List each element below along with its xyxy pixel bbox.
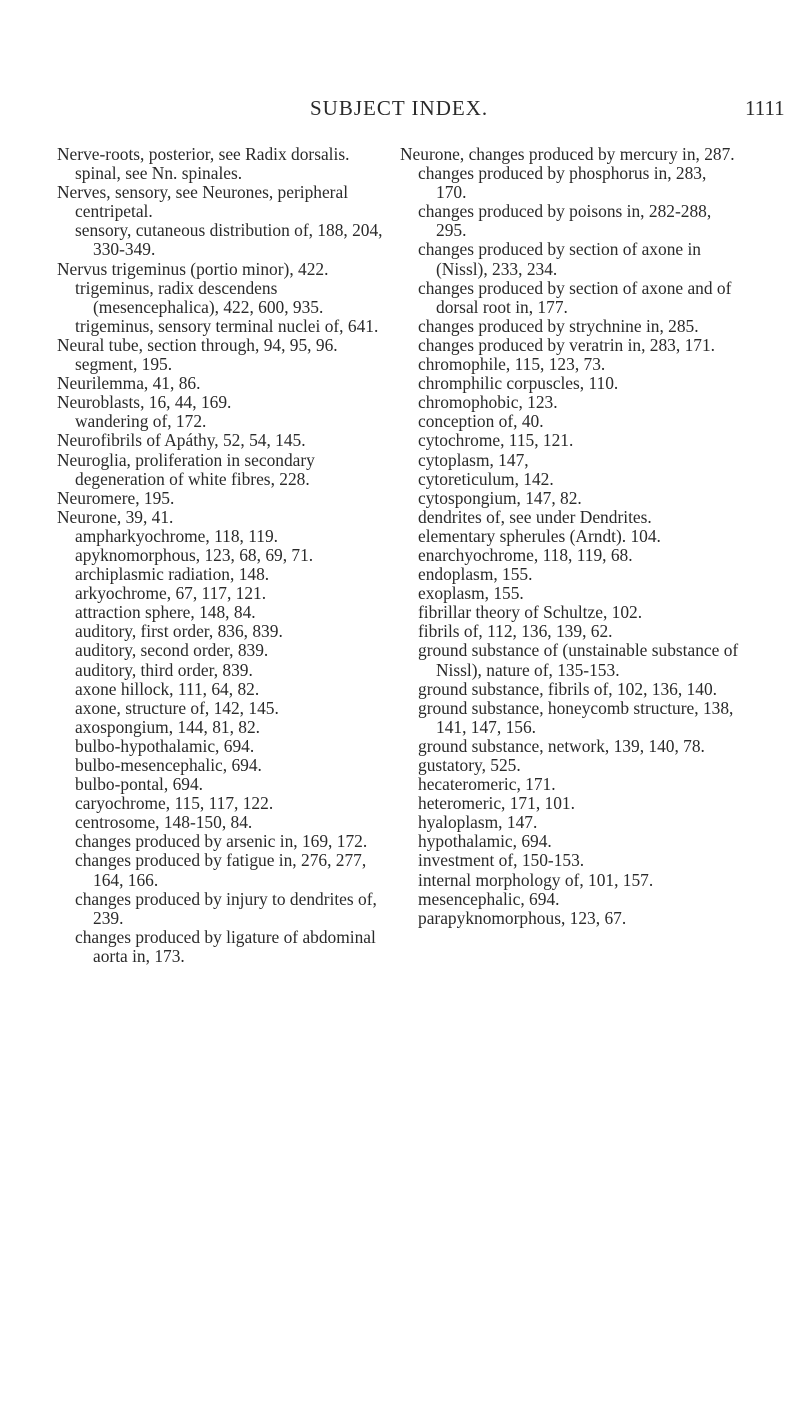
index-subentry: bulbo-pontal, 694. bbox=[75, 774, 204, 795]
index-subentry: changes produced by phosphorus in, 283, 170. bbox=[418, 163, 707, 203]
index-subentry: parapyknomorphous, 123, 67. bbox=[418, 907, 627, 928]
index-subentry: spinal, see Nn. spinales. bbox=[75, 163, 243, 184]
index-subentry: archiplasmic radiation, 148. bbox=[75, 564, 270, 585]
index-subentry: fibrils of, 112, 136, 139, 62. bbox=[418, 621, 613, 642]
index-subentry: auditory, third order, 839. bbox=[75, 659, 253, 680]
index-subentry: axone hillock, 111, 64, 82. bbox=[75, 678, 260, 699]
index-subentry: changes produced by section of axone and of dorsal root in, 177. bbox=[418, 277, 732, 317]
index-subentry: attraction sphere, 148, 84. bbox=[75, 602, 256, 623]
index-entry: Neuroblasts, 16, 44, 169. bbox=[57, 392, 232, 413]
index-subentry: bulbo-hypothalamic, 694. bbox=[75, 735, 255, 756]
index-subentry: elementary spherules (Arndt). 104. bbox=[418, 525, 661, 546]
index-subentry: changes produced by strychnine in, 285. bbox=[418, 315, 699, 336]
index-subentry: ground substance, honeycomb structure, 138, 141, 147, 156. bbox=[418, 697, 734, 737]
index-subentry: centrosome, 148-150, 84. bbox=[75, 812, 253, 833]
index-subentry: mesencephalic, 694. bbox=[418, 888, 560, 909]
index-subentry: changes produced by ligature of abdominal aorta in, 173. bbox=[75, 926, 376, 966]
index-entry: Neurofibrils of Apáthy, 52, 54, 145. bbox=[57, 430, 306, 451]
index-entry: Neurone, changes produced by mercury in, 287. bbox=[400, 144, 735, 164]
index-subentry: endoplasm, 155. bbox=[418, 564, 533, 585]
page-header bbox=[0, 96, 800, 126]
index-subentry: chromophobic, 123. bbox=[418, 392, 558, 413]
index-subentry: chromophile, 115, 123, 73. bbox=[418, 354, 606, 375]
index-subentry: axospongium, 144, 81, 82. bbox=[75, 716, 261, 737]
index-subentry: changes produced by section of axone in (Nissl), 233, 234. bbox=[418, 239, 701, 279]
index-entry: Nervus trigeminus (portio minor), 422. bbox=[57, 258, 329, 279]
index-subentry: auditory, second order, 839. bbox=[75, 640, 269, 661]
index-subentry: cytospongium, 147, 82. bbox=[418, 487, 582, 508]
index-subentry: trigeminus, sensory terminal nuclei of, 641. bbox=[75, 315, 379, 336]
index-entry: Neurilemma, 41, 86. bbox=[57, 373, 201, 394]
index-subentry: dendrites of, see under Dendrites. bbox=[418, 506, 652, 527]
index-subentry: investment of, 150-153. bbox=[418, 850, 585, 871]
index-subentry: hypothalamic, 694. bbox=[418, 831, 552, 852]
index-subentry: sensory, cutaneous distribution of, 188, 204, 330-349. bbox=[75, 220, 383, 260]
index-subentry: hecateromeric, 171. bbox=[418, 774, 556, 795]
index-column-left bbox=[57, 145, 395, 966]
index-subentry: fibrillar theory of Schultze, 102. bbox=[418, 602, 643, 623]
index-subentry: segment, 195. bbox=[75, 354, 173, 375]
index-column-right bbox=[400, 145, 740, 928]
index-subentry: gustatory, 525. bbox=[418, 755, 521, 775]
index-subentry: ground substance, fibrils of, 102, 136, 140. bbox=[418, 678, 717, 699]
index-subentry: axone, structure of, 142, 145. bbox=[75, 697, 279, 718]
index-subentry: bulbo-mesencephalic, 694. bbox=[75, 755, 262, 775]
index-subentry: changes produced by injury to dendrites of, 239. bbox=[75, 888, 377, 928]
index-subentry: changes produced by veratrin in, 283, 171. bbox=[418, 334, 716, 355]
running-title: SUBJECT INDEX. bbox=[310, 96, 489, 120]
index-subentry: wandering of, 172. bbox=[75, 411, 207, 432]
index-subentry: chromphilic corpuscles, 110. bbox=[418, 373, 619, 394]
index-subentry: exoplasm, 155. bbox=[418, 583, 524, 604]
index-subentry: cytochrome, 115, 121. bbox=[418, 430, 574, 451]
index-subentry: enarchyochrome, 118, 119, 68. bbox=[418, 544, 633, 565]
index-entry: Neural tube, section through, 94, 95, 96. bbox=[57, 334, 338, 355]
index-subentry: changes produced by fatigue in, 276, 277, 164, 166. bbox=[75, 850, 367, 890]
index-subentry: ground substance of (unstainable substance of Nissl), nature of, 135-153. bbox=[418, 640, 739, 680]
index-subentry: changes produced by arsenic in, 169, 172. bbox=[75, 831, 368, 852]
index-entry: Neuroglia, proliferation in secondary degeneration of white fibres, 228. bbox=[57, 449, 315, 489]
index-subentry: hyaloplasm, 147. bbox=[418, 812, 538, 833]
index-subentry: internal morphology of, 101, 157. bbox=[418, 869, 654, 890]
index-subentry: ampharkyochrome, 118, 119. bbox=[75, 525, 278, 546]
index-subentry: changes produced by poisons in, 282-288, 295. bbox=[418, 201, 712, 241]
index-subentry: auditory, first order, 836, 839. bbox=[75, 621, 283, 642]
index-subentry: conception of, 40. bbox=[418, 411, 544, 432]
index-entry: Nerve-roots, posterior, see Radix dorsalis. bbox=[57, 144, 350, 164]
index-entry: Neuromere, 195. bbox=[57, 487, 175, 508]
index-subentry: arkyochrome, 67, 117, 121. bbox=[75, 583, 267, 604]
page-number: 1111 bbox=[745, 96, 785, 120]
index-subentry: apyknomorphous, 123, 68, 69, 71. bbox=[75, 544, 314, 565]
index-entry: Neurone, 39, 41. bbox=[57, 506, 174, 527]
index-subentry: ground substance, network, 139, 140, 78. bbox=[418, 735, 705, 756]
index-subentry: trigeminus, radix descendens (mesencephalica), 422, 600, 935. bbox=[75, 277, 324, 317]
index-subentry: heteromeric, 171, 101. bbox=[418, 793, 575, 814]
index-entry: Nerves, sensory, see Neurones, peripheral centripetal. bbox=[57, 182, 349, 222]
index-subentry: caryochrome, 115, 117, 122. bbox=[75, 793, 274, 814]
index-subentry: cytoreticulum, 142. bbox=[418, 468, 554, 489]
index-subentry: cytoplasm, 147, bbox=[418, 449, 529, 470]
